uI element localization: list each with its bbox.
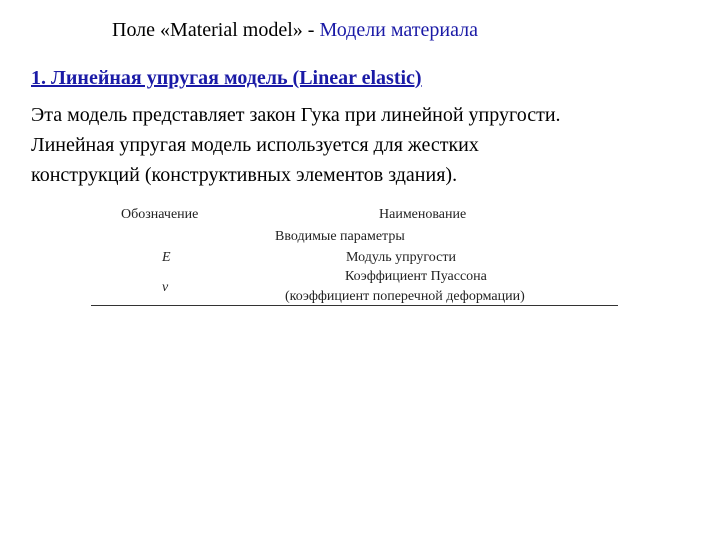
row-symbol: E [162,250,171,265]
section-label: Вводимые параметры [275,229,405,244]
body-paragraph [31,100,561,190]
body-line: конструкций (конструктивных элементов здания). [31,164,458,186]
title-prefix: Поле «Material model» - [112,19,320,41]
slide-title [112,19,478,42]
table-bottom-rule [91,305,618,306]
row-symbol: ν [162,280,169,295]
row-name: Коэффициент Пуассона [345,269,487,284]
column-header-name: Наименование [379,207,467,222]
body-line: Линейная упругая модель используется для жестких [31,134,479,156]
row-name: Модуль упругости [346,250,456,265]
section-heading: 1. Линейная упругая модель (Linear elastic) [31,67,422,89]
body-line: Эта модель представляет закон Гука при линейной упругости. [31,104,561,126]
column-header-symbol: Обозначение [121,207,199,222]
title-russian: Модели материала [319,19,478,41]
row-name-note: (коэффициент поперечной деформации) [285,289,525,304]
parameters-table [91,203,618,306]
